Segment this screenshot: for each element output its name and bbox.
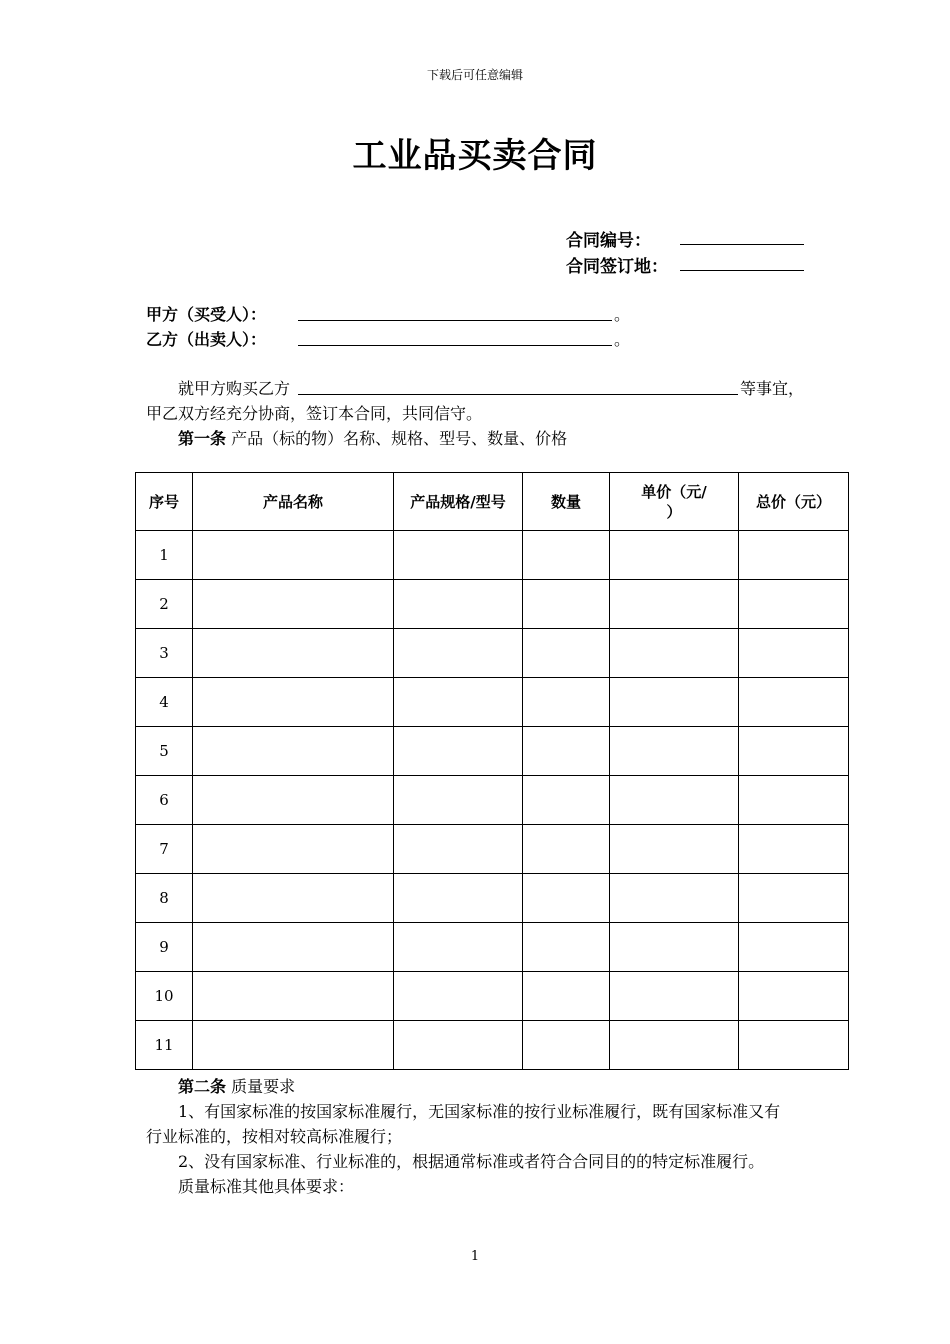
article1-heading — [178, 426, 567, 449]
table-row — [136, 874, 849, 923]
article2-text: 质量要求 — [226, 1077, 296, 1096]
contract-place-row — [566, 252, 668, 277]
cell-spec-model[interactable] — [394, 629, 523, 678]
buyer-end-mark: 。 — [614, 305, 631, 324]
cell-quantity[interactable] — [523, 874, 610, 923]
contract-place-field[interactable] — [680, 252, 804, 271]
cell-unit-price[interactable] — [610, 678, 739, 727]
document-title: 工业品买卖合同 — [352, 136, 598, 176]
cell-unit-price[interactable] — [610, 727, 739, 776]
table-header-row — [136, 473, 849, 531]
cell-unit-price[interactable] — [610, 972, 739, 1021]
cell-serial: 4 — [136, 678, 193, 727]
table-row — [136, 923, 849, 972]
buyer-label: 甲方（买受人）： — [146, 305, 267, 324]
header-spec-model: 产品规格/型号 — [394, 473, 523, 531]
table-row — [136, 531, 849, 580]
article2-label: 第二条 — [178, 1077, 227, 1096]
header-unit-price — [610, 473, 739, 531]
header-unit-price-line2: ） — [666, 502, 682, 521]
table-row — [136, 1021, 849, 1070]
cell-spec-model[interactable] — [394, 678, 523, 727]
cell-total-price[interactable] — [739, 923, 849, 972]
header-total-price: 总价（元） — [739, 473, 849, 531]
cell-spec-model[interactable] — [394, 580, 523, 629]
cell-spec-model[interactable] — [394, 727, 523, 776]
cell-serial: 1 — [136, 531, 193, 580]
cell-serial: 11 — [136, 1021, 193, 1070]
table-row — [136, 825, 849, 874]
cell-serial: 10 — [136, 972, 193, 1021]
table-row — [136, 727, 849, 776]
cell-unit-price[interactable] — [610, 580, 739, 629]
header-unit-price-line1: 单价（元/ — [641, 482, 707, 501]
seller-end-mark: 。 — [614, 330, 631, 349]
cell-serial: 9 — [136, 923, 193, 972]
cell-total-price[interactable] — [739, 1021, 849, 1070]
cell-product-name[interactable] — [193, 825, 394, 874]
table-row — [136, 580, 849, 629]
intro-line2: 甲乙双方经充分协商，签订本合同，共同信守。 — [146, 404, 483, 423]
cell-total-price[interactable] — [739, 727, 849, 776]
cell-spec-model[interactable] — [394, 825, 523, 874]
cell-serial: 2 — [136, 580, 193, 629]
cell-product-name[interactable] — [193, 580, 394, 629]
header-serial: 序号 — [136, 473, 193, 531]
cell-serial: 3 — [136, 629, 193, 678]
cell-unit-price[interactable] — [610, 776, 739, 825]
intro-prefix: 就甲方购买乙方 — [178, 379, 291, 398]
buyer-field[interactable] — [298, 302, 612, 321]
cell-unit-price[interactable] — [610, 874, 739, 923]
cell-spec-model[interactable] — [394, 776, 523, 825]
cell-quantity[interactable] — [523, 972, 610, 1021]
cell-unit-price[interactable] — [610, 923, 739, 972]
cell-spec-model[interactable] — [394, 923, 523, 972]
cell-product-name[interactable] — [193, 1021, 394, 1070]
cell-quantity[interactable] — [523, 776, 610, 825]
article2-item2: 2、没有国家标准、行业标准的，根据通常标准或者符合合同目的的特定标准履行。 — [178, 1152, 765, 1171]
article2-other: 质量标准其他具体要求： — [178, 1177, 355, 1196]
cell-total-price[interactable] — [739, 776, 849, 825]
header-product-name: 产品名称 — [193, 473, 394, 531]
cell-quantity[interactable] — [523, 629, 610, 678]
contract-number-row — [566, 226, 651, 251]
cell-quantity[interactable] — [523, 923, 610, 972]
cell-product-name[interactable] — [193, 776, 394, 825]
cell-quantity[interactable] — [523, 727, 610, 776]
intro-suffix: 等事宜， — [740, 379, 805, 398]
cell-unit-price[interactable] — [610, 531, 739, 580]
table-row — [136, 972, 849, 1021]
contract-number-label: 合同编号： — [566, 231, 651, 251]
cell-quantity[interactable] — [523, 825, 610, 874]
cell-total-price[interactable] — [739, 972, 849, 1021]
cell-total-price[interactable] — [739, 531, 849, 580]
page-number: 1 — [470, 1249, 480, 1264]
cell-total-price[interactable] — [739, 678, 849, 727]
cell-quantity[interactable] — [523, 580, 610, 629]
seller-label: 乙方（出卖人）： — [146, 330, 267, 349]
cell-product-name[interactable] — [193, 727, 394, 776]
article2-item1-line2: 行业标准的，按相对较高标准履行； — [146, 1127, 403, 1146]
purchase-item-field[interactable] — [298, 376, 738, 395]
cell-quantity[interactable] — [523, 531, 610, 580]
cell-quantity[interactable] — [523, 1021, 610, 1070]
cell-unit-price[interactable] — [610, 825, 739, 874]
cell-serial: 7 — [136, 825, 193, 874]
cell-total-price[interactable] — [739, 580, 849, 629]
cell-spec-model[interactable] — [394, 972, 523, 1021]
cell-product-name[interactable] — [193, 972, 394, 1021]
cell-quantity[interactable] — [523, 678, 610, 727]
cell-serial: 6 — [136, 776, 193, 825]
article1-text: 产品（标的物）名称、规格、型号、数量、价格 — [226, 429, 568, 448]
cell-product-name[interactable] — [193, 678, 394, 727]
table-row — [136, 776, 849, 825]
cell-total-price[interactable] — [739, 825, 849, 874]
cell-spec-model[interactable] — [394, 874, 523, 923]
cell-total-price[interactable] — [739, 874, 849, 923]
cell-spec-model[interactable] — [394, 1021, 523, 1070]
seller-field[interactable] — [298, 327, 612, 346]
table-row — [136, 678, 849, 727]
cell-spec-model[interactable] — [394, 531, 523, 580]
contract-number-field[interactable] — [680, 226, 804, 245]
page-header: 下载后可任意编辑 — [426, 68, 523, 82]
cell-product-name[interactable] — [193, 531, 394, 580]
cell-total-price[interactable] — [739, 629, 849, 678]
cell-product-name[interactable] — [193, 923, 394, 972]
table-row — [136, 629, 849, 678]
article2-item1-line1: 1、有国家标准的按国家标准履行，无国家标准的按行业标准履行，既有国家标准又有 — [178, 1102, 781, 1121]
cell-unit-price[interactable] — [610, 629, 739, 678]
cell-unit-price[interactable] — [610, 1021, 739, 1070]
contract-place-label: 合同签订地： — [566, 257, 668, 277]
article1-label: 第一条 — [178, 429, 227, 448]
article2-heading — [178, 1074, 295, 1097]
cell-product-name[interactable] — [193, 874, 394, 923]
cell-product-name[interactable] — [193, 629, 394, 678]
product-table — [135, 472, 849, 1070]
cell-serial: 5 — [136, 727, 193, 776]
cell-serial: 8 — [136, 874, 193, 923]
header-quantity: 数量 — [523, 473, 610, 531]
